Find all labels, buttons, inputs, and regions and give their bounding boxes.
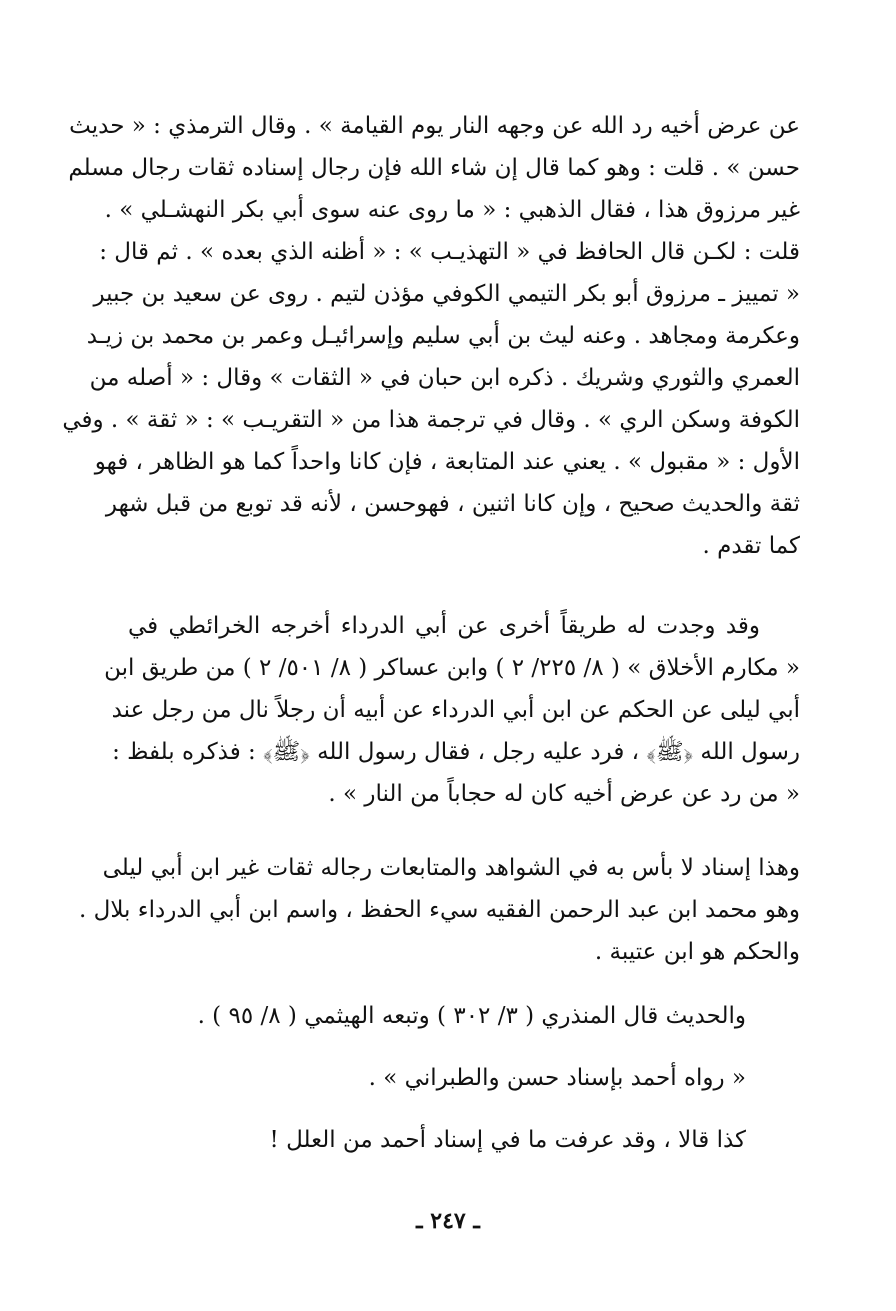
text-line: « مكارم الأخلاق » ( ٨/ ٢٢٥/ ٢ ) وابن عساكر ( ٨/ ٥٠١/ ٢ ) من طريق ابن — [104, 655, 800, 681]
text-line: الأول : « مقبول » . يعني عند المتابعة ، فإن كانا واحداً كما هو الظاهر ، فهو — [94, 449, 800, 475]
text-line: وقد وجدت له طريقاً أخرى عن أبي الدرداء أخرجه الخرائطي في — [128, 613, 760, 639]
text-line: الكوفة وسكن الري » . وقال في ترجمة هذا من « التقريـب » : « ثقة » . وفي — [62, 407, 800, 433]
text-line: والحكم هو ابن عتيبة . — [594, 939, 800, 965]
text-line: ثقة والحديث صحيح ، وإن كانا اثنين ، فهوحسن ، لأنه قد توبع من قبل شهر — [105, 491, 800, 517]
text-line: وعكرمة ومجاهد . وعنه ليث بن أبي سليم وإسرائيـل وعمر بن محمد بن زيـد — [86, 323, 800, 349]
text-line: رسول الله ﴿ﷺ﴾ ، فرد عليه رجل ، فقال رسول الله ﴿ﷺ﴾ : فذكره بلفظ : — [112, 739, 800, 765]
text-line: « من رد عن عرض أخيه كان له حجاباً من النار » . — [328, 781, 800, 807]
text-line: قلت : لكـن قال الحافظ في « التهذيـب » : « أظنه الذي بعده » . ثم قال : — [99, 239, 800, 265]
page-number: ـ ٢٤٧ ـ — [416, 1208, 480, 1234]
text-line: عن عرض أخيه رد الله عن وجهه النار يوم القيامة » . وقال الترمذي : « حديث — [69, 113, 800, 139]
text-line: كما تقدم . — [702, 533, 800, 559]
quote-line: « رواه أحمد بإسناد حسن والطبراني » . — [368, 1065, 746, 1091]
text-line: والحديث قال المنذري ( ٣/ ٣٠٢ ) وتبعه الهيثمي ( ٨/ ٩٥ ) . — [197, 1003, 746, 1029]
text-line: وهذا إسناد لا بأس به في الشواهد والمتابعات رجاله ثقات غير ابن أبي ليلى — [102, 855, 800, 881]
text-line: كذا قالا ، وقد عرفت ما في إسناد أحمد من العلل ! — [269, 1127, 746, 1153]
text-line: غير مرزوق هذا ، فقال الذهبي : « ما روى عنه سوى أبي بكر النهشـلي » . — [104, 197, 800, 223]
text-line: حسن » . قلت : وهو كما قال إن شاء الله فإن رجال إسناده ثقات رجال مسلم — [68, 155, 800, 181]
text-line: وهو محمد ابن عبد الرحمن الفقيه سيء الحفظ ، واسم ابن أبي الدرداء بلال . — [79, 897, 800, 923]
text-line: أبي ليلى عن الحكم عن ابن أبي الدرداء عن أبيه أن رجلاً نال من رجل عند — [111, 697, 800, 723]
text-line: « تمييز ـ مرزوق أبو بكر التيمي الكوفي مؤذن لتيم . روى عن سعيد بن جبير — [93, 281, 800, 307]
text-line: العمري والثوري وشريك . ذكره ابن حبان في « الثقات » وقال : « أصله من — [89, 365, 800, 391]
